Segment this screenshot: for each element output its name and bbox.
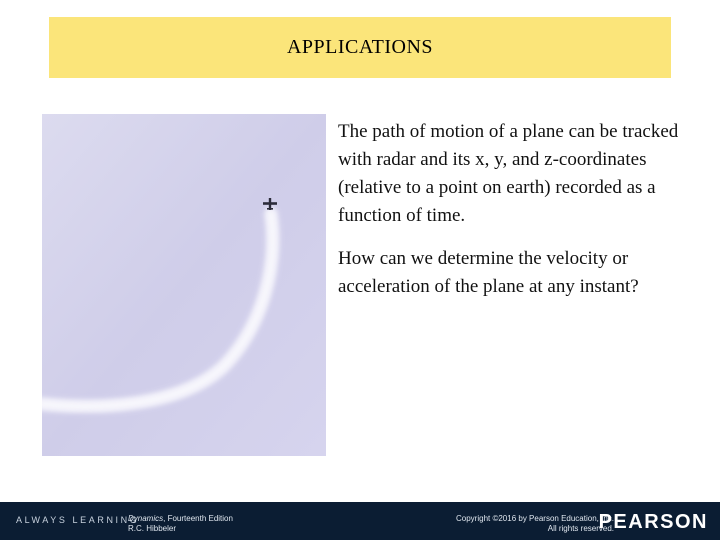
copyright-line1: Copyright ©2016 by Pearson Education, Inc. — [456, 514, 614, 523]
paragraph-question: How can we determine the velocity or acceleration of the plane at any instant? — [338, 248, 639, 297]
book-title: Dynamics — [128, 514, 164, 523]
title-bar — [49, 17, 671, 78]
book-author: R.C. Hibbeler — [128, 524, 177, 533]
book-edition: , Fourteenth Edition — [163, 514, 233, 523]
body-text — [338, 118, 690, 316]
copyright-line2: All rights reserved. — [547, 524, 614, 533]
copyright — [456, 514, 614, 534]
pearson-logo: PEARSON — [598, 511, 708, 533]
book-info — [128, 514, 233, 534]
airplane-photo — [42, 114, 326, 456]
paragraph-radar: The path of motion of a plane can be tracked with radar and its x, y, and z-coordinates (relative to a point on earth) recorded as a function of time. — [338, 121, 679, 226]
always-learning-tagline: ALWAYS LEARNING — [16, 515, 140, 525]
slide-title: APPLICATIONS — [286, 36, 434, 58]
footer — [0, 502, 720, 540]
